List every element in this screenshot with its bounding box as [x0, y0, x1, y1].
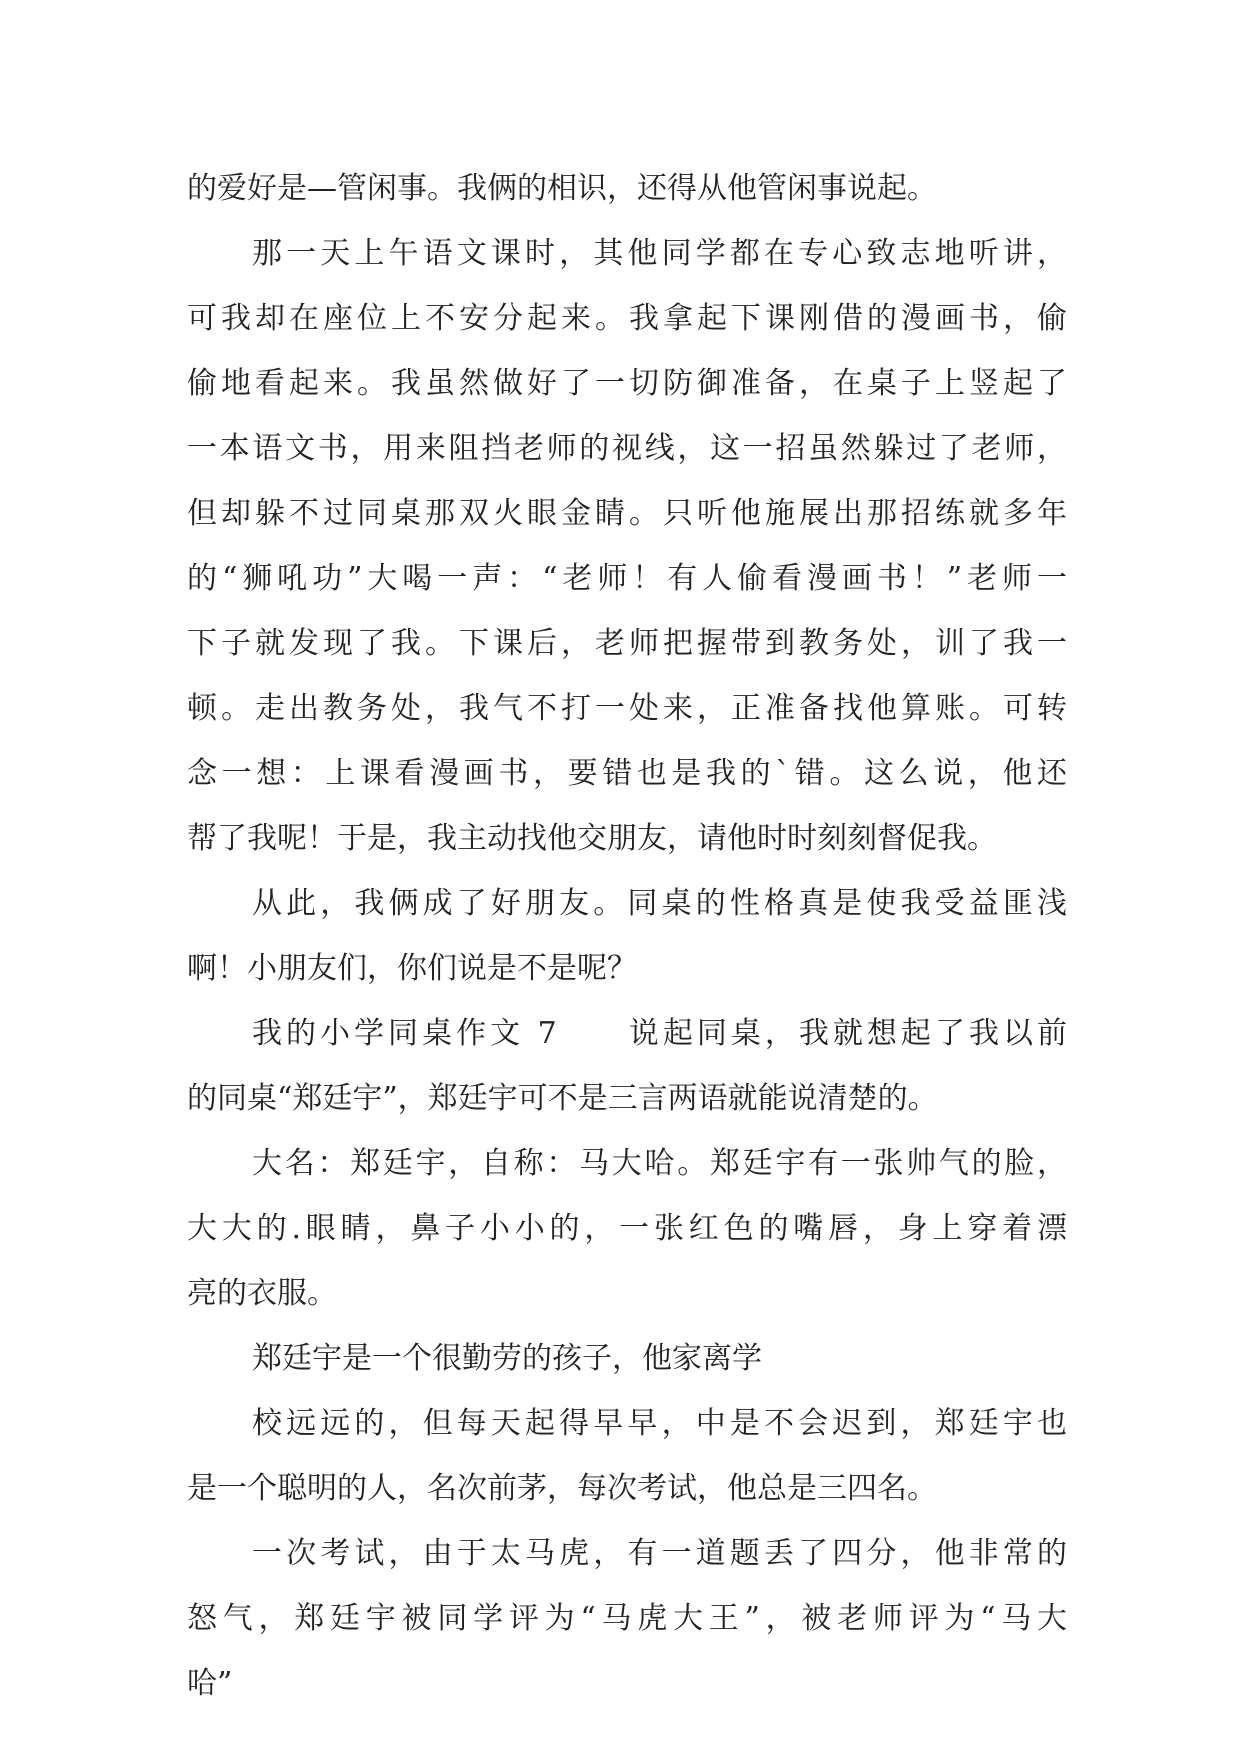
- text-line: 的同桌“郑廷宇”，郑廷宇可不是三言两语就能说清楚的。: [187, 1081, 938, 1116]
- text-line: 下子就发现了我。下课后，老师把握带到教务处，训了我一: [187, 626, 1067, 661]
- text-line: 啊！小朋友们，你们说是不是呢？: [187, 951, 637, 986]
- document-body: [187, 156, 1067, 1716]
- text-line: 从此，我俩成了好朋友。同桌的性格真是使我受益匪浅: [252, 886, 1067, 921]
- text-line: 念一想：上课看漫画书，要错也是我的`错。这么说，他还: [187, 756, 1067, 791]
- text-line: 是一个聪明的人，名次前茅，每次考试，他总是三四名。: [187, 1471, 937, 1506]
- text-line: 那一天上午语文课时，其他同学都在专心致志地听讲，: [252, 236, 1067, 271]
- text-line: 一本语文书，用来阻挡老师的视线，这一招虽然躲过了老师，: [187, 431, 1067, 466]
- text-line: 帮了我呢！于是，我主动找他交朋友，请他时时刻刻督促我。: [187, 821, 997, 856]
- text-line: 一次考试，由于太马虎，有一道题丢了四分，他非常的: [252, 1536, 1067, 1571]
- text-line: 大大的.眼睛，鼻子小小的，一张红色的嘴唇，身上穿着漂: [187, 1211, 1067, 1246]
- text-line: 哈”: [187, 1666, 233, 1701]
- text-line: 亮的衣服。: [187, 1276, 337, 1311]
- text-line: 大名：郑廷宇，自称：马大哈。郑廷宇有一张帅气的脸，: [252, 1146, 1067, 1181]
- text-line: 但却躲不过同桌那双火眼金睛。只听他施展出那招练就多年: [187, 496, 1067, 531]
- text-line: 怒气，郑廷宇被同学评为“马虎大王”，被老师评为“马大: [187, 1601, 1067, 1636]
- text-line: 校远远的，但每天起得早早，中是不会迟到，郑廷宇也: [252, 1406, 1067, 1441]
- text-line: 顿。走出教务处，我气不打一处来，正准备找他算账。可转: [187, 691, 1067, 726]
- text-line: 可我却在座位上不安分起来。我拿起下课刚借的漫画书，偷: [187, 301, 1067, 336]
- text-line: 的“狮吼功”大喝一声：“老师！有人偷看漫画书！”老师一: [187, 561, 1067, 596]
- text-line: 郑廷宇是一个很勤劳的孩子，他家离学: [252, 1341, 762, 1376]
- text-line: 我的小学同桌作文 7 说起同桌，我就想起了我以前: [252, 1016, 1067, 1051]
- text-line: 偷地看起来。我虽然做好了一切防御准备，在桌子上竖起了: [187, 366, 1067, 401]
- text-line: 的爱好是—管闲事。我俩的相识，还得从他管闲事说起。: [187, 171, 937, 206]
